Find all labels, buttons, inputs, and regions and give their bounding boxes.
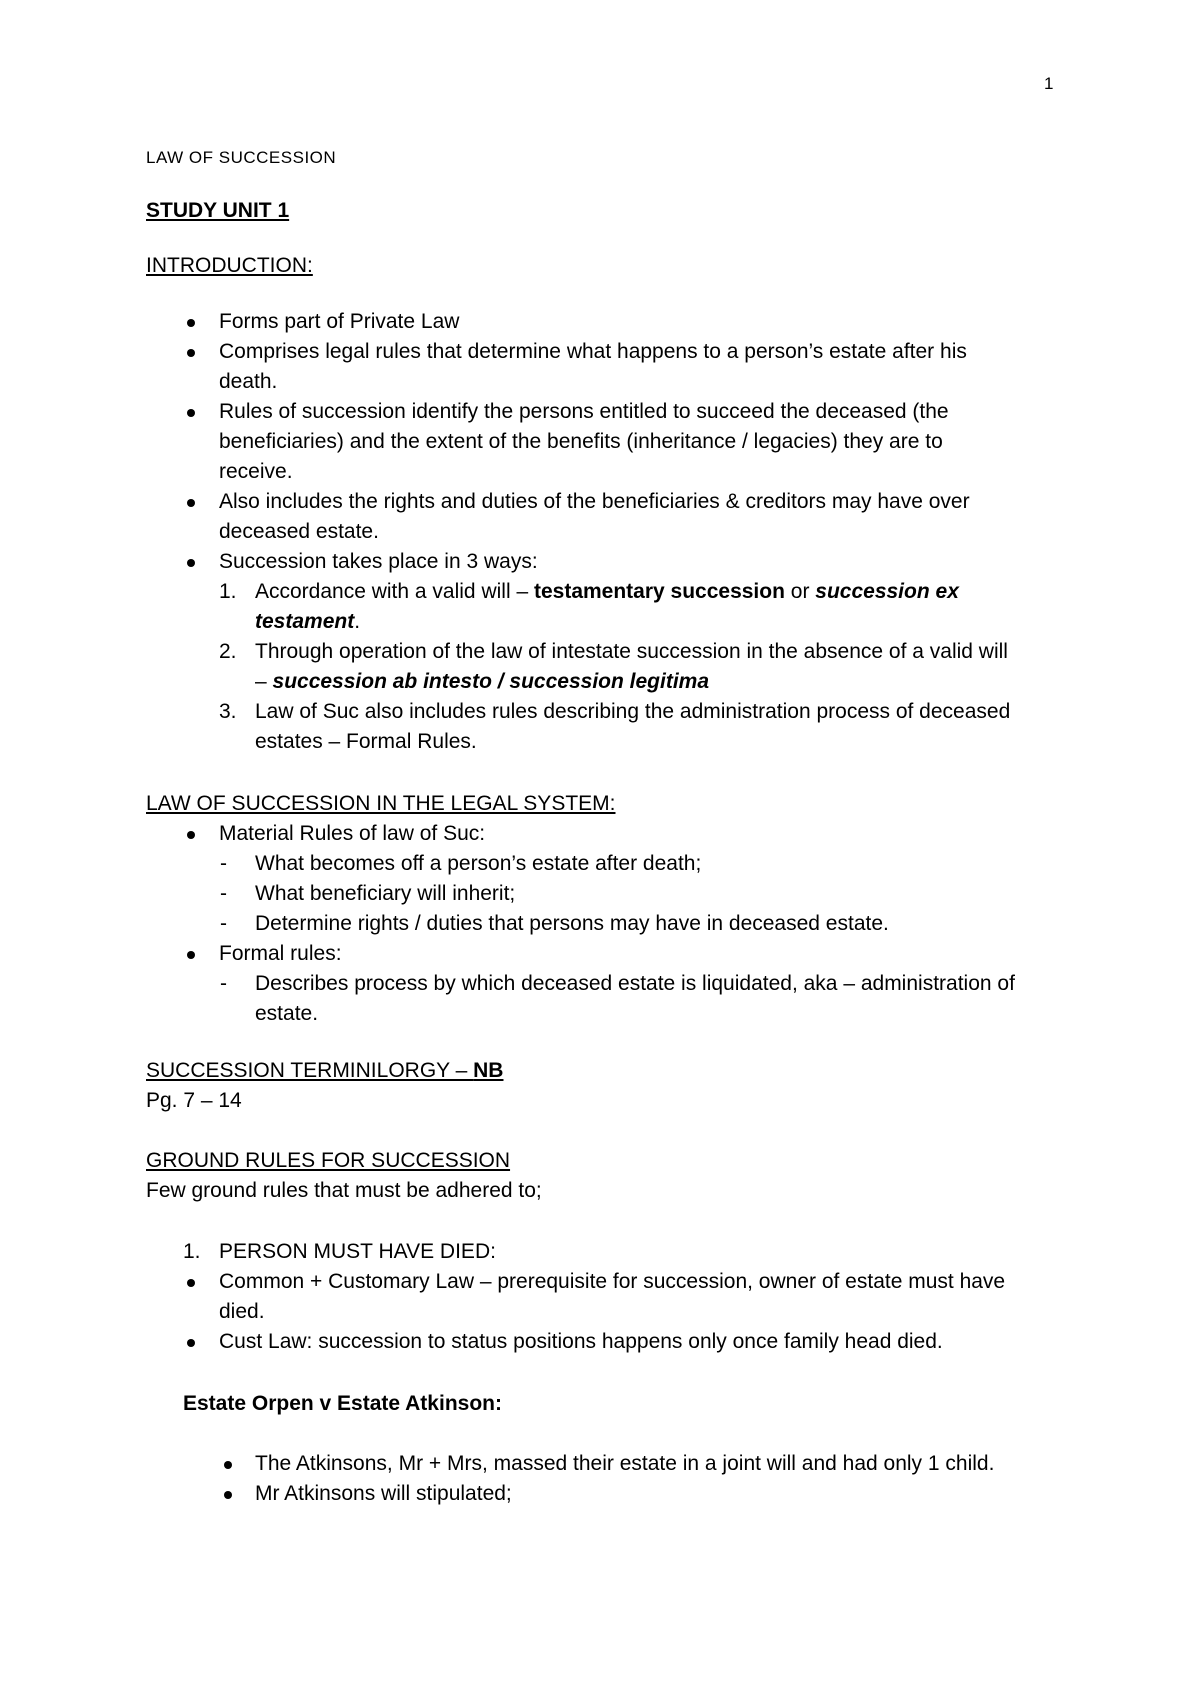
legal-system-section bbox=[146, 789, 1066, 1029]
numbered-item: 1. Accordance with a valid will – testamentary succession or succession ex bbox=[219, 580, 959, 603]
dash-item: - What becomes off a person’s estate after death; bbox=[220, 852, 702, 875]
ground-rules-heading: GROUND RULES FOR SUCCESSION bbox=[146, 1149, 511, 1172]
study-unit-heading bbox=[146, 196, 1066, 226]
numbered-item: 3. Law of Suc also includes rules describing the administration process of deceased bbox=[219, 700, 1011, 723]
ground-rules-section bbox=[146, 1146, 1066, 1206]
bullet-icon bbox=[187, 951, 195, 959]
terminology-pages: Pg. 7 – 14 bbox=[146, 1089, 242, 1112]
numbered-item: 2. Through operation of the law of intestate succession in the absence of a valid will bbox=[219, 640, 1008, 663]
list-item: Formal rules: bbox=[146, 939, 1066, 969]
bullet-icon bbox=[187, 559, 195, 567]
terminology-heading: SUCCESSION TERMINILORGY – NB bbox=[146, 1059, 504, 1082]
case-section bbox=[146, 1389, 1066, 1419]
bullet-icon bbox=[187, 409, 195, 417]
dash-item-continuation: estate. bbox=[255, 1002, 319, 1025]
list-item: Material Rules of law of Suc: bbox=[146, 819, 1066, 849]
bullet-icon bbox=[187, 1339, 195, 1347]
list-item: Mr Atkinsons will stipulated; bbox=[146, 1479, 1066, 1509]
ground-rules-intro: Few ground rules that must be adhered to; bbox=[146, 1179, 542, 1202]
list-item: Cust Law: succession to status positions happens only once family head died. bbox=[146, 1327, 1066, 1357]
bullet-icon bbox=[187, 499, 195, 507]
dash-item: - Describes process by which deceased estate is liquidated, aka – administration of bbox=[220, 972, 1015, 995]
list-item: Common + Customary Law – prerequisite for succession, owner of estate must have bbox=[146, 1267, 1066, 1297]
list-item: Succession takes place in 3 ways: bbox=[146, 547, 1066, 577]
legal-system-heading: LAW OF SUCCESSION IN THE LEGAL SYSTEM: bbox=[146, 792, 616, 815]
bullet-icon bbox=[187, 319, 195, 327]
bullet-icon bbox=[187, 831, 195, 839]
document-title: LAW OF SUCCESSION bbox=[146, 148, 337, 167]
list-item-continuation: beneficiaries) and the extent of the benefits (inheritance / legacies) they are to bbox=[219, 430, 943, 453]
numbered-item: 1. PERSON MUST HAVE DIED: bbox=[183, 1240, 496, 1263]
bullet-icon bbox=[224, 1461, 232, 1469]
numbered-item-continuation: – succession ab intesto / succession legitima bbox=[255, 670, 710, 693]
list-item: Also includes the rights and duties of the beneficiaries & creditors may have over bbox=[146, 487, 1066, 517]
terminology-section bbox=[146, 1056, 1066, 1116]
dash-item: - Determine rights / duties that persons may have in deceased estate. bbox=[220, 912, 889, 935]
list-item: The Atkinsons, Mr + Mrs, massed their estate in a joint will and had only 1 child. bbox=[146, 1449, 1066, 1479]
list-item: Forms part of Private Law bbox=[146, 307, 1066, 337]
introduction-heading bbox=[146, 251, 1066, 281]
introduction-heading-label: INTRODUCTION: bbox=[146, 254, 313, 277]
introduction-list bbox=[146, 307, 1066, 757]
dash-item: - What beneficiary will inherit; bbox=[220, 882, 516, 905]
ground-rule-1 bbox=[146, 1237, 1066, 1357]
case-heading: Estate Orpen v Estate Atkinson: bbox=[183, 1392, 502, 1415]
bullet-icon bbox=[224, 1491, 232, 1499]
list-item-continuation: receive. bbox=[219, 460, 293, 483]
list-item-continuation: deceased estate. bbox=[219, 520, 379, 543]
bullet-icon bbox=[187, 1279, 195, 1287]
list-item: Comprises legal rules that determine what happens to a person’s estate after his bbox=[146, 337, 1066, 367]
case-list bbox=[146, 1449, 1066, 1509]
list-item-continuation: death. bbox=[219, 370, 278, 393]
study-unit-label: STUDY UNIT 1 bbox=[146, 199, 290, 222]
list-item: Rules of succession identify the persons entitled to succeed the deceased (the bbox=[146, 397, 1066, 427]
numbered-item-continuation: testament. bbox=[255, 610, 361, 633]
bullet-icon bbox=[187, 349, 195, 357]
list-item-continuation: died. bbox=[219, 1300, 265, 1323]
page-number: 1 bbox=[1044, 74, 1054, 93]
numbered-item-continuation: estates – Formal Rules. bbox=[255, 730, 477, 753]
